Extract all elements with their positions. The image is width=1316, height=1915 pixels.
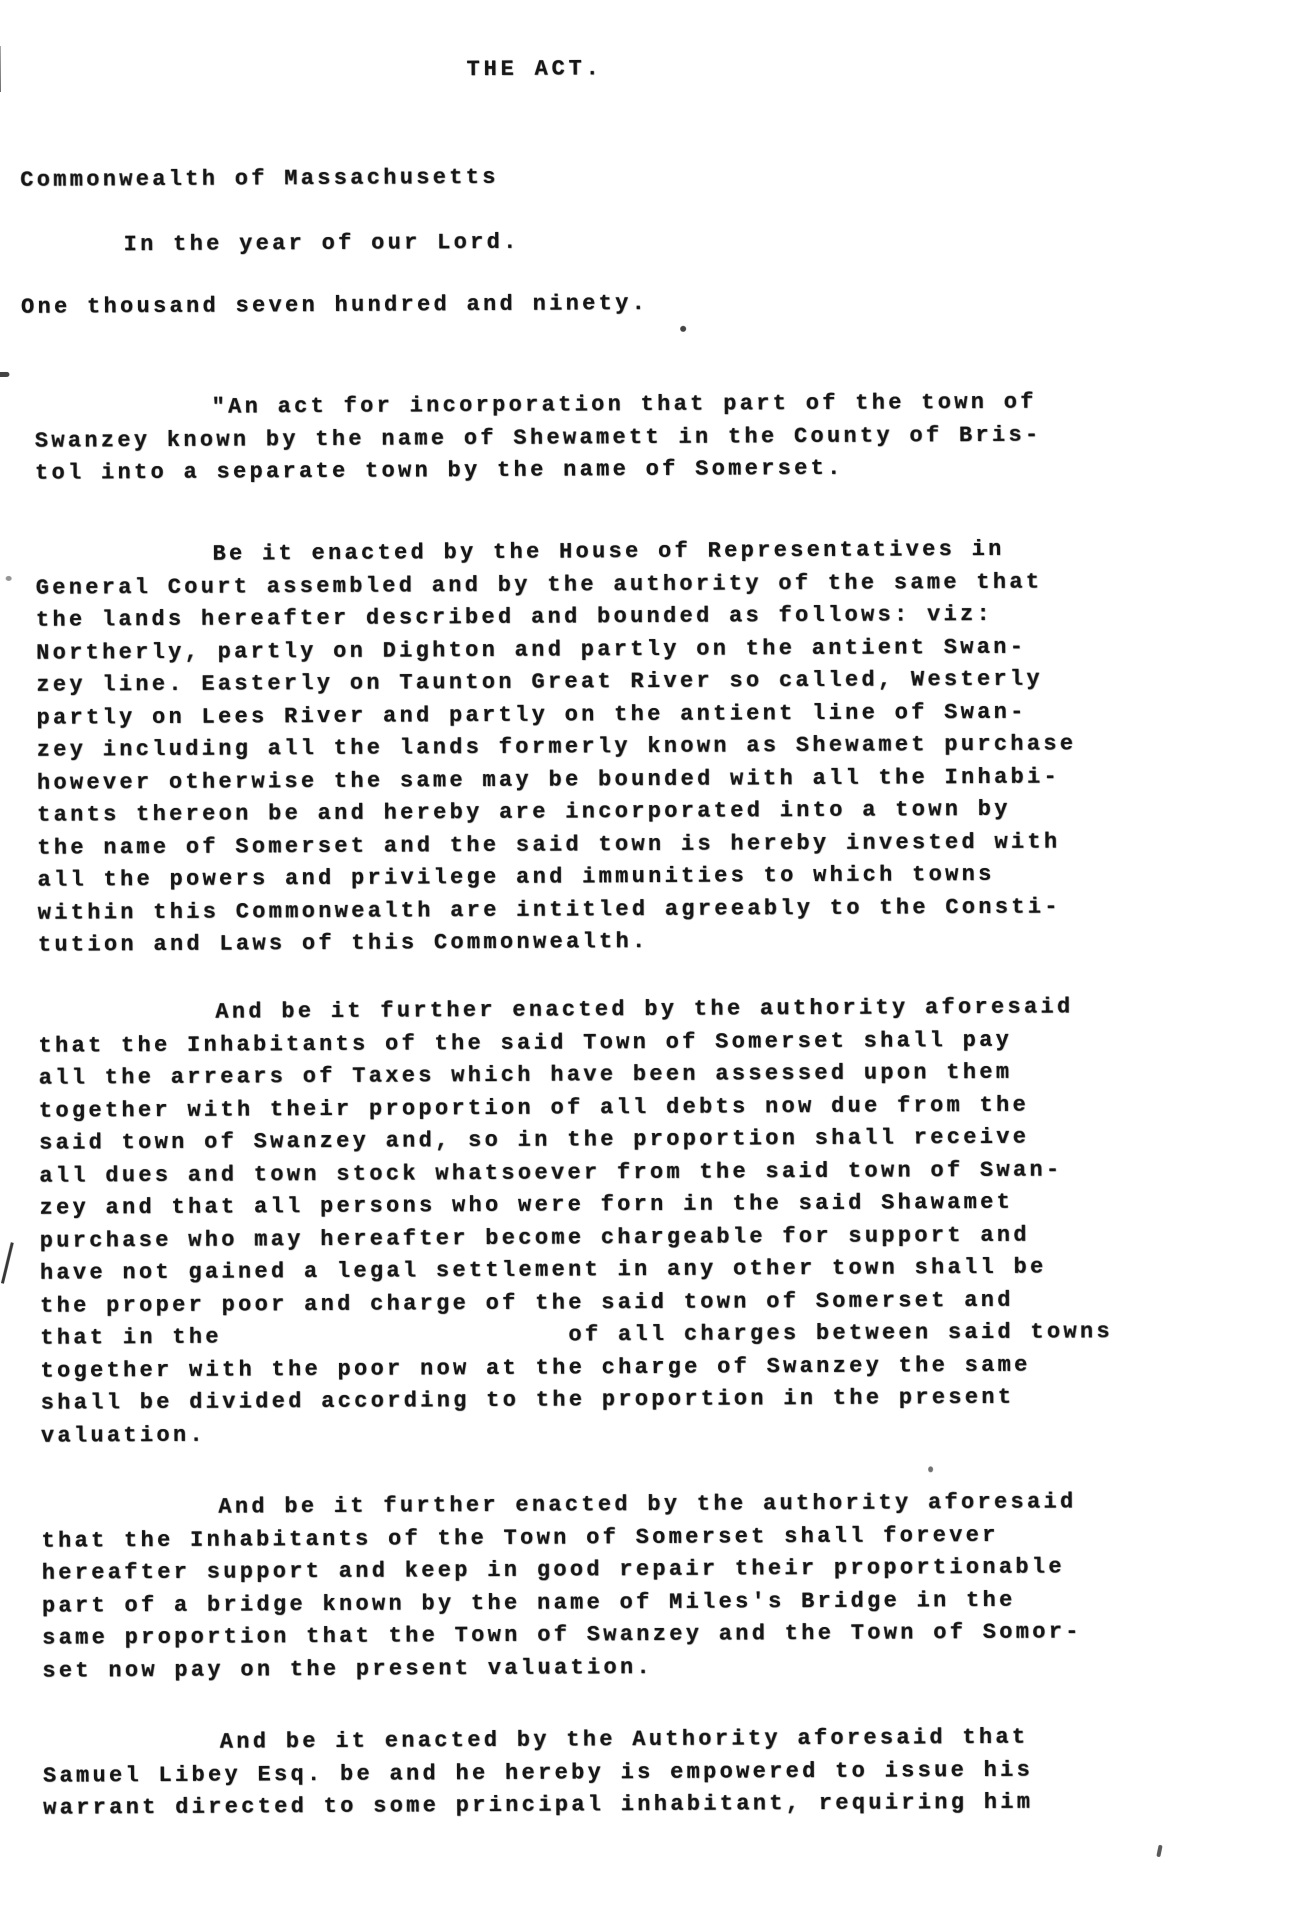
text-line: purchase who may hereafter become chargeable for support and bbox=[39, 1222, 1030, 1254]
scan-artifact-dot bbox=[928, 1466, 933, 1472]
text-line: General Court assembled and by the authority of the same that bbox=[35, 569, 1043, 601]
text-line: part of a bridge known by the name of Miles's Bridge in the bbox=[41, 1587, 1016, 1619]
paragraph-act-title bbox=[35, 386, 1196, 491]
text-line: all the arrears of Taxes which have been assessed upon them bbox=[38, 1059, 1013, 1091]
scan-artifact-edge-streak bbox=[0, 46, 1, 92]
text-line: the name of Somerset and the said town is hereby invested with bbox=[37, 829, 1061, 861]
text-line: that the Inhabitants of the said Town of Somerset shall pay bbox=[38, 1027, 1013, 1059]
heading-year-words: One thousand seven hundred and ninety. bbox=[20, 291, 649, 320]
paragraph-bridge-repair bbox=[41, 1486, 1202, 1688]
scan-artifact-dash bbox=[0, 372, 9, 377]
text-line: have not gained a legal settlement in any other town shall be bbox=[39, 1254, 1047, 1286]
text-line: zey and that all persons who were forn in the said Shawamet bbox=[39, 1189, 1014, 1221]
text-line: said town of Swanzey and, so in the proportion shall receive bbox=[39, 1124, 1030, 1156]
text-line: "An act for incorporation that part of the town of bbox=[211, 389, 1037, 420]
text-line: the lands hereafter described and bounded as follows: viz: bbox=[35, 601, 994, 633]
text-line: Northerly, partly on Dighton and partly on the antient Swan- bbox=[36, 634, 1027, 666]
text-line: same proportion that the Town of Swanzey and the Town of Somor- bbox=[42, 1619, 1082, 1651]
text-line: within this Commonwealth are intitled agreeably to the Consti- bbox=[37, 894, 1061, 926]
paragraph-warrant bbox=[43, 1721, 1204, 1826]
text-line: together with their proportion of all debts now due from the bbox=[38, 1092, 1030, 1124]
text-line: warrant directed to some principal inhabitant, requiring him bbox=[43, 1789, 1034, 1821]
scan-artifact-dot bbox=[6, 576, 12, 581]
text-line: partly on Lees River and partly on the antient line of Swan- bbox=[36, 699, 1027, 731]
text-line: zey including all the lands formerly known as Shewamet purchase bbox=[36, 731, 1077, 763]
heading-year-of-our-lord: In the year of our Lord. bbox=[123, 229, 520, 258]
text-line: set now pay on the present valuation. bbox=[42, 1654, 654, 1684]
text-line: tol into a separate town by the name of Somerset. bbox=[34, 455, 844, 486]
text-line: that the Inhabitants of the Town of Somerset shall forever bbox=[41, 1522, 999, 1554]
text-line: however otherwise the same may be bounded with all the Inhabi- bbox=[36, 764, 1061, 796]
heading-commonwealth: Commonwealth of Massachusetts bbox=[20, 164, 499, 193]
text-line: tants thereon be and hereby are incorporated into a town by bbox=[37, 796, 1011, 828]
text-line: Be it enacted by the House of Representatives in bbox=[212, 536, 1005, 567]
text-line: And be it further enacted by the authority aforesaid bbox=[218, 1489, 1077, 1520]
scan-artifact-dot bbox=[680, 326, 686, 332]
text-line: And be it enacted by the Authority aforesaid that bbox=[219, 1724, 1029, 1755]
text-line: the proper poor and charge of the said town of Somerset and bbox=[40, 1287, 1014, 1319]
text-line: shall be divided according to the proportion in the present bbox=[40, 1384, 1015, 1416]
text-line: all dues and town stock whatsoever from the said town of Swan- bbox=[39, 1157, 1063, 1189]
document-title: THE ACT. bbox=[466, 56, 603, 83]
scan-artifact-comma bbox=[1156, 1845, 1162, 1858]
text-line: valuation. bbox=[40, 1422, 207, 1449]
scan-artifact-stroke bbox=[1, 1242, 14, 1284]
text-line: tution and Laws of this Commonwealth. bbox=[37, 929, 649, 958]
text-line: that in the of all charges between said towns bbox=[40, 1319, 1114, 1351]
paragraph-enacting-clause bbox=[35, 533, 1198, 963]
text-line: zey line. Easterly on Taunton Great River so called, Westerly bbox=[36, 666, 1044, 698]
text-line: Swanzey known by the name of Shewamett in the County of Bris- bbox=[34, 422, 1042, 454]
text-line: hereafter support and keep in good repair their proportionable bbox=[41, 1554, 1065, 1586]
text-line: all the powers and privilege and immunities to which towns bbox=[37, 861, 995, 893]
text-line: And be it further enacted by the authority aforesaid bbox=[215, 994, 1074, 1025]
text-line: together with the poor now at the charge of Swanzey the same bbox=[40, 1352, 1031, 1384]
paragraph-taxes-and-poor bbox=[38, 991, 1201, 1453]
text-line: Samuel Libey Esq. be and he hereby is empowered to issue his bbox=[42, 1757, 1034, 1789]
